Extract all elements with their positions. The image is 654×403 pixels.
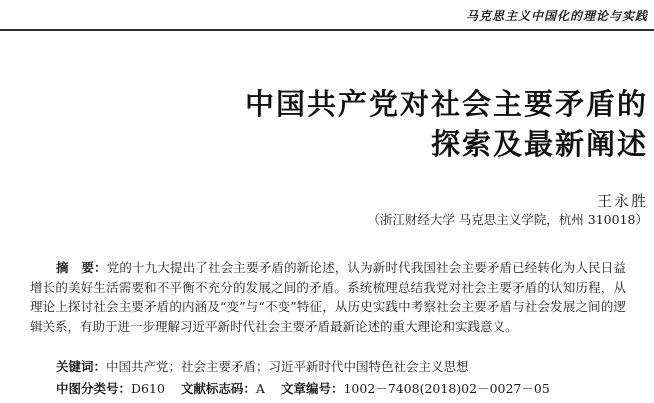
header-rule (0, 29, 654, 31)
abstract-label: 摘 要： (56, 260, 107, 275)
author-name: 王永胜 (596, 192, 648, 210)
article-metadata (56, 380, 550, 398)
author-affiliation: （浙江财经大学 马克思主义学院，杭州 310018） (367, 212, 648, 227)
doc-code-value: A (255, 381, 265, 396)
keywords-text: 中国共产党；社会主要矛盾；习近平新时代中国特色社会主义思想 (106, 359, 469, 374)
article-title-line-1: 中国共产党对社会主要矛盾的 (244, 87, 648, 121)
keywords (56, 358, 469, 376)
clc-label: 中图分类号： (56, 381, 132, 396)
doc-code-label: 文献标志码： (180, 381, 256, 396)
article-title-line-2: 探索及最新阐述 (430, 127, 648, 161)
article-title (48, 84, 648, 164)
article-number-label: 文章编号： (280, 381, 344, 396)
abstract-text: 党的十九大提出了社会主要矛盾的新论述，认为新时代我国社会主要矛盾已经转化为人民日益增长的美好生活需要和不平衡不充分的发展之间的矛盾。系统梳理总结我党对社会主要矛盾的认知历程，从理论上探讨社会主要矛盾的内涵及“变”与“不变”特征，从历史实践中考察社会主要矛盾与社会发展之间的逻辑关系，有助于进一步理解习近平新时代社会主要矛盾最新论述的重大理论和实践意义。 (30, 260, 626, 334)
running-header: 马克思主义中国化的理论与实践 (465, 9, 648, 23)
abstract (30, 258, 626, 336)
article-number-value: 1002－7408(2018)02－0027－05 (343, 381, 550, 396)
keywords-label: 关键词： (56, 359, 107, 374)
clc-value: D610 (131, 381, 165, 396)
